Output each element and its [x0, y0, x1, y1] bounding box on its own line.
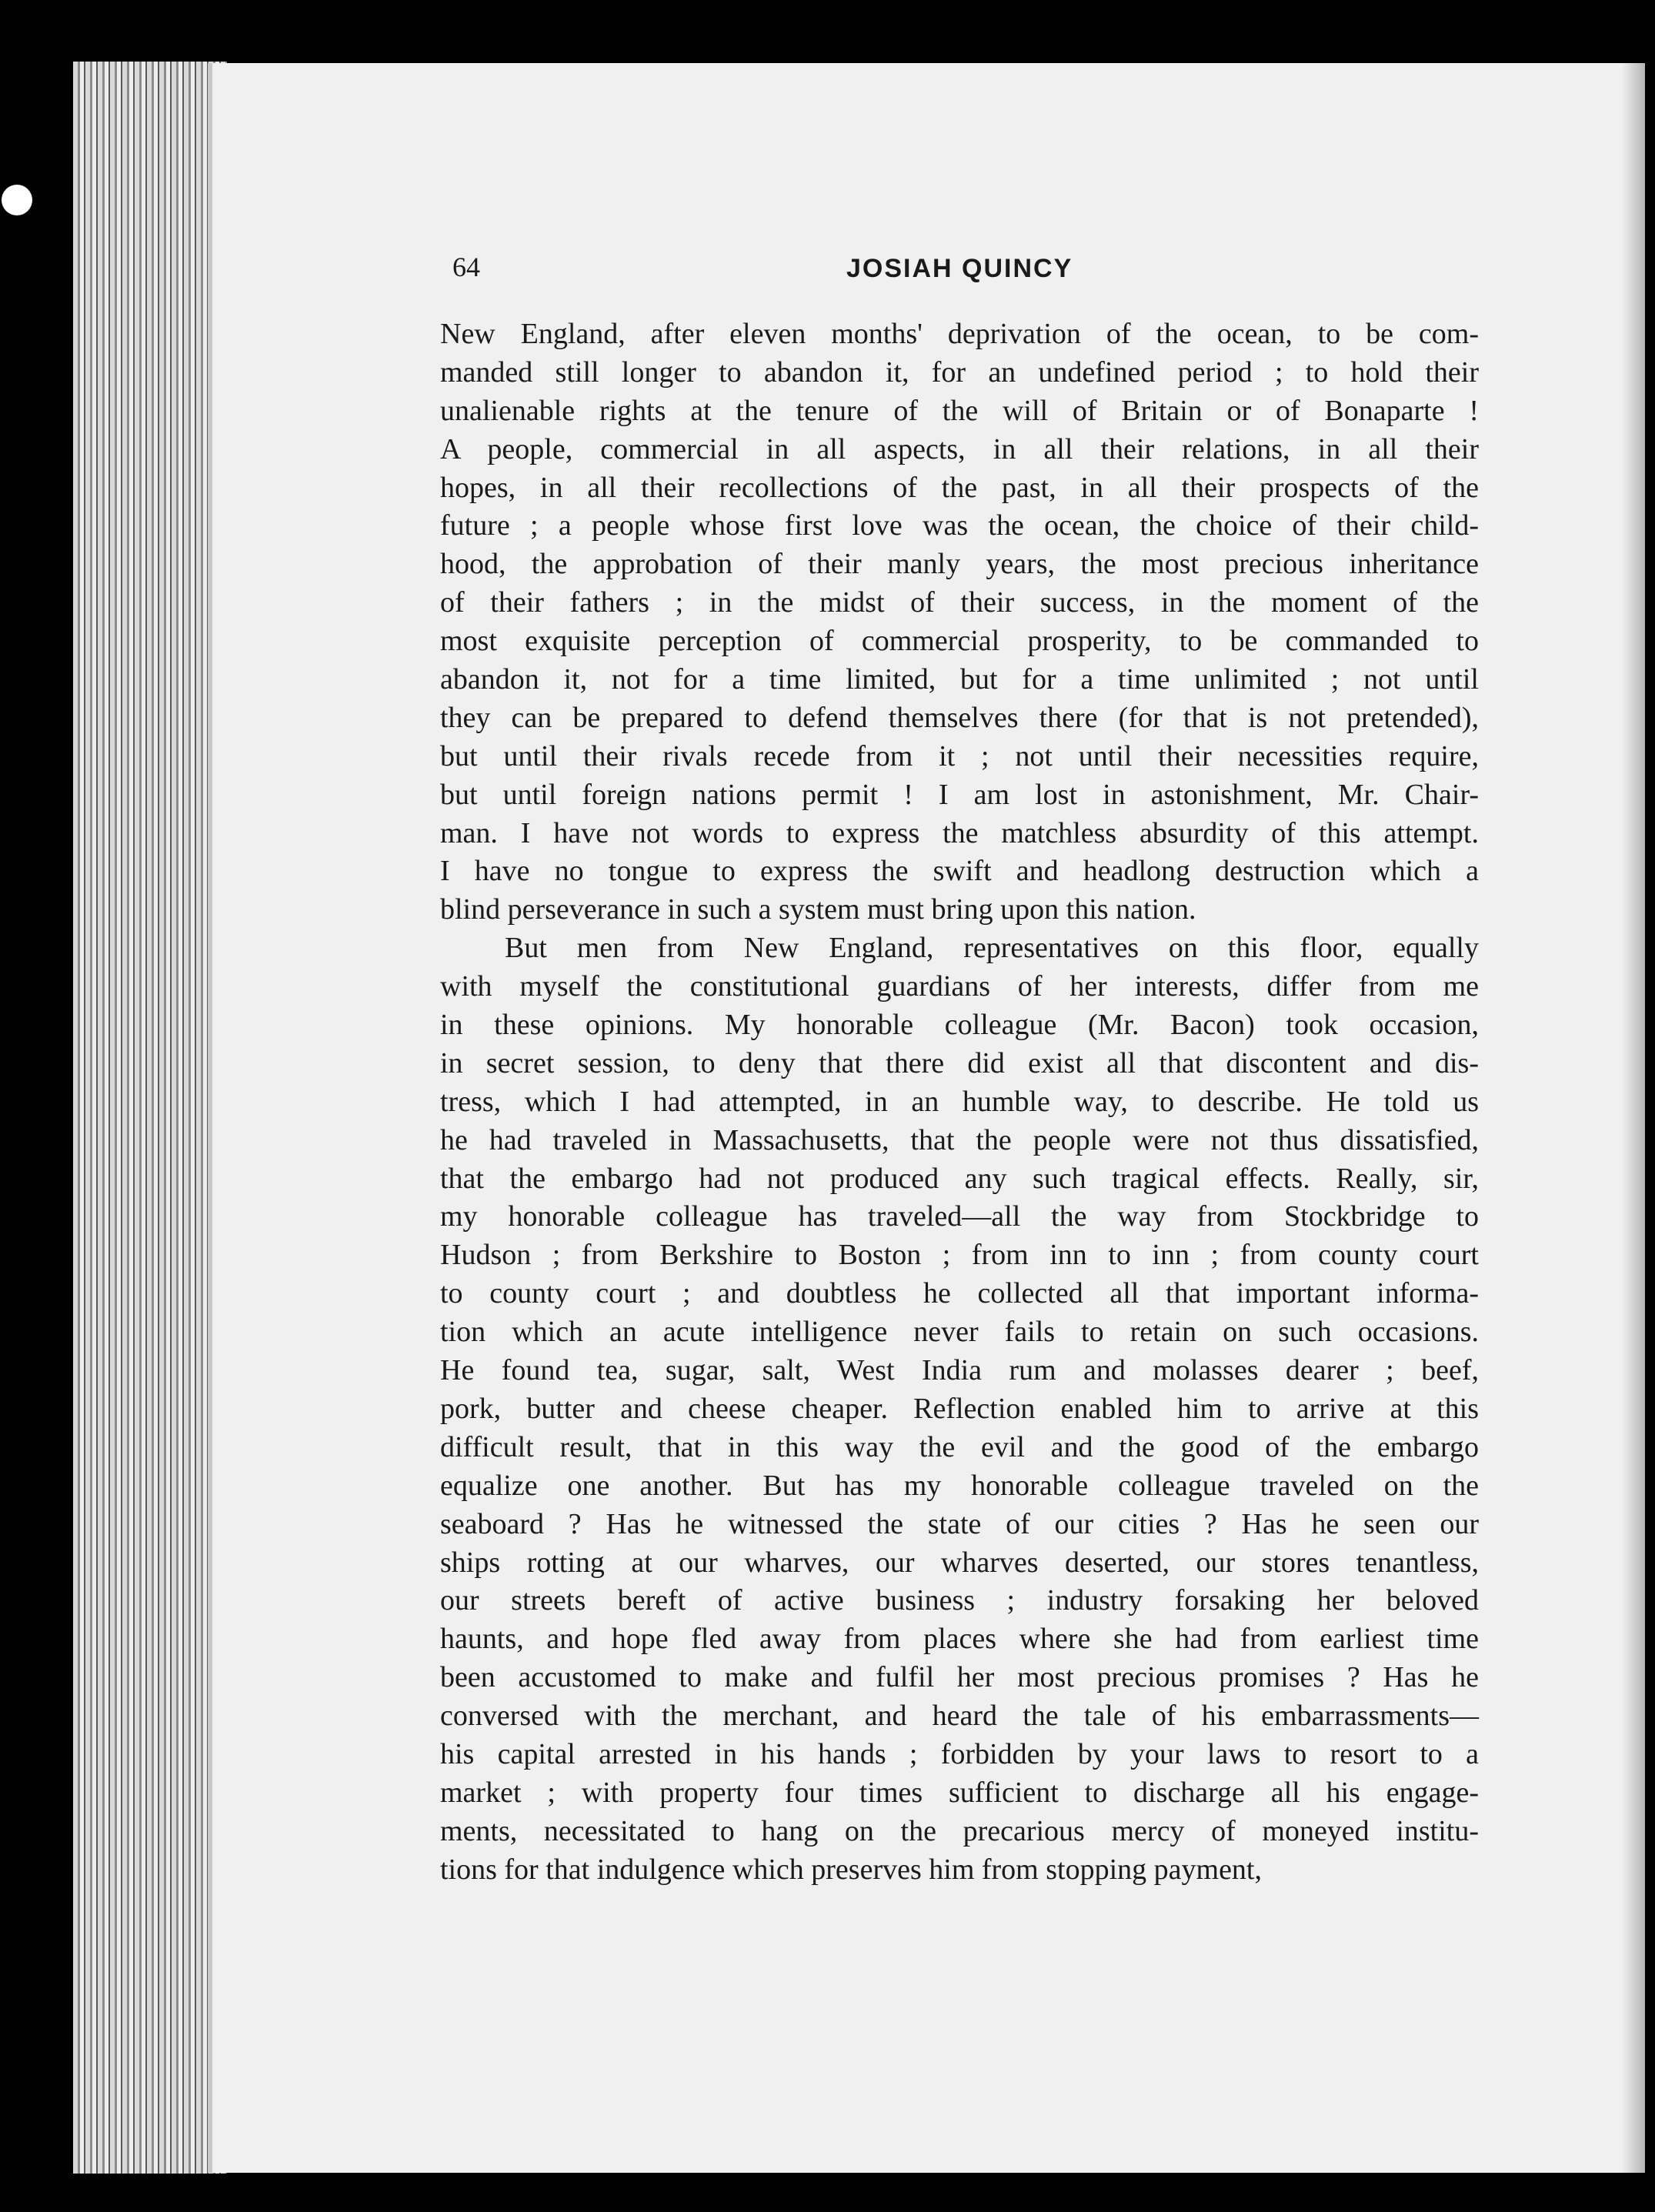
page-header [446, 248, 1470, 294]
text-line: difficult result, that in this way the evil and the good of the embargo [440, 1430, 1479, 1463]
text-line: most exquisite perception of commercial prosperity, to be commanded to [440, 625, 1479, 658]
text-line: man. I have not words to express the matchless absurdity of this attempt. [440, 816, 1479, 849]
text-line: he had traveled in Massachusetts, that the people were not thus dissatisfied, [440, 1123, 1479, 1156]
book-page-edges [73, 62, 227, 2174]
text-line: ments, necessitated to hang on the precarious mercy of moneyed institu- [440, 1814, 1479, 1847]
text-line: conversed with the merchant, and heard the tale of his embarrassments— [440, 1700, 1479, 1733]
page-number: 64 [452, 252, 480, 282]
text-line: pork, butter and cheese cheaper. Reflection enabled him to arrive at this [440, 1392, 1479, 1425]
text-line: market ; with property four times sufficient to discharge all his engage- [440, 1776, 1479, 1809]
text-line: New England, after eleven months' deprivation of the ocean, to be com- [440, 318, 1479, 350]
text-line: with myself the constitutional guardians of her interests, differ from me [440, 970, 1479, 1003]
text-line: abandon it, not for a time limited, but for a time unlimited ; not until [440, 663, 1479, 696]
text-line: seaboard ? Has he witnessed the state of our cities ? Has he seen our [440, 1507, 1479, 1540]
text-line: haunts, and hope fled away from places where she had from earliest time [440, 1623, 1479, 1656]
text-line: He found tea, sugar, salt, West India rum and molasses dearer ; beef, [440, 1354, 1479, 1387]
text-line: in these opinions. My honorable colleague (Mr. Bacon) took occasion, [440, 1009, 1479, 1042]
text-line: But men from New England, representatives on this floor, equally [505, 932, 1479, 965]
text-line: I have no tongue to express the swift and headlong destruction which a [440, 855, 1479, 888]
text-line: in secret session, to deny that there did exist all that discontent and dis- [440, 1046, 1479, 1079]
page-gutter-shadow [1622, 63, 1645, 2173]
text-line: to county court ; and doubtless he collected all that important informa- [440, 1277, 1479, 1310]
text-line: but until their rivals recede from it ; not until their necessities require, [440, 739, 1479, 772]
text-line: Hudson ; from Berkshire to Boston ; from inn to inn ; from county court [440, 1239, 1479, 1272]
text-line: my honorable colleague has traveled—all the way from Stockbridge to [440, 1200, 1479, 1233]
text-line: been accustomed to make and fulfil her most precious promises ? Has he [440, 1661, 1479, 1694]
text-line: our streets bereft of active business ; industry forsaking her beloved [440, 1584, 1479, 1617]
text-line: hood, the approbation of their manly years, the most precious inheritance [440, 548, 1479, 581]
text-line: unalienable rights at the tenure of the will of Britain or of Bonaparte ! [440, 394, 1479, 427]
text-line: his capital arrested in his hands ; forbidden by your laws to resort to a [440, 1737, 1479, 1770]
text-line: tress, which I had attempted, in an humble way, to describe. He told us [440, 1085, 1479, 1118]
body-text [440, 315, 1479, 1890]
text-line: equalize one another. But has my honorable colleague traveled on the [440, 1469, 1479, 1502]
text-line: ships rotting at our wharves, our wharves deserted, our stores tenantless, [440, 1546, 1479, 1579]
text-line: of their fathers ; in the midst of their success, in the moment of the [440, 586, 1479, 619]
text-line: blind perseverance in such a system must bring upon this nation. [440, 893, 1196, 926]
text-line: future ; a people whose first love was the ocean, the choice of their child- [440, 509, 1479, 542]
text-line: but until foreign nations permit ! I am lost in astonishment, Mr. Chair- [440, 778, 1479, 811]
text-line: hopes, in all their recollections of the past, in all their prospects of the [440, 471, 1479, 504]
running-title: JOSIAH QUINCY [846, 254, 1073, 283]
text-line: that the embargo had not produced any such tragical effects. Really, sir, [440, 1162, 1479, 1195]
text-line: tions for that indulgence which preserves him from stopping payment, [440, 1853, 1262, 1886]
text-line: they can be prepared to defend themselves there (for that is not pretended), [440, 701, 1479, 734]
text-line: tion which an acute intelligence never fails to retain on such occasions. [440, 1316, 1479, 1349]
text-line: A people, commercial in all aspects, in all their relations, in all their [440, 432, 1479, 465]
binding-hole [2, 185, 32, 215]
text-line: manded still longer to abandon it, for an undefined period ; to hold their [440, 355, 1479, 389]
